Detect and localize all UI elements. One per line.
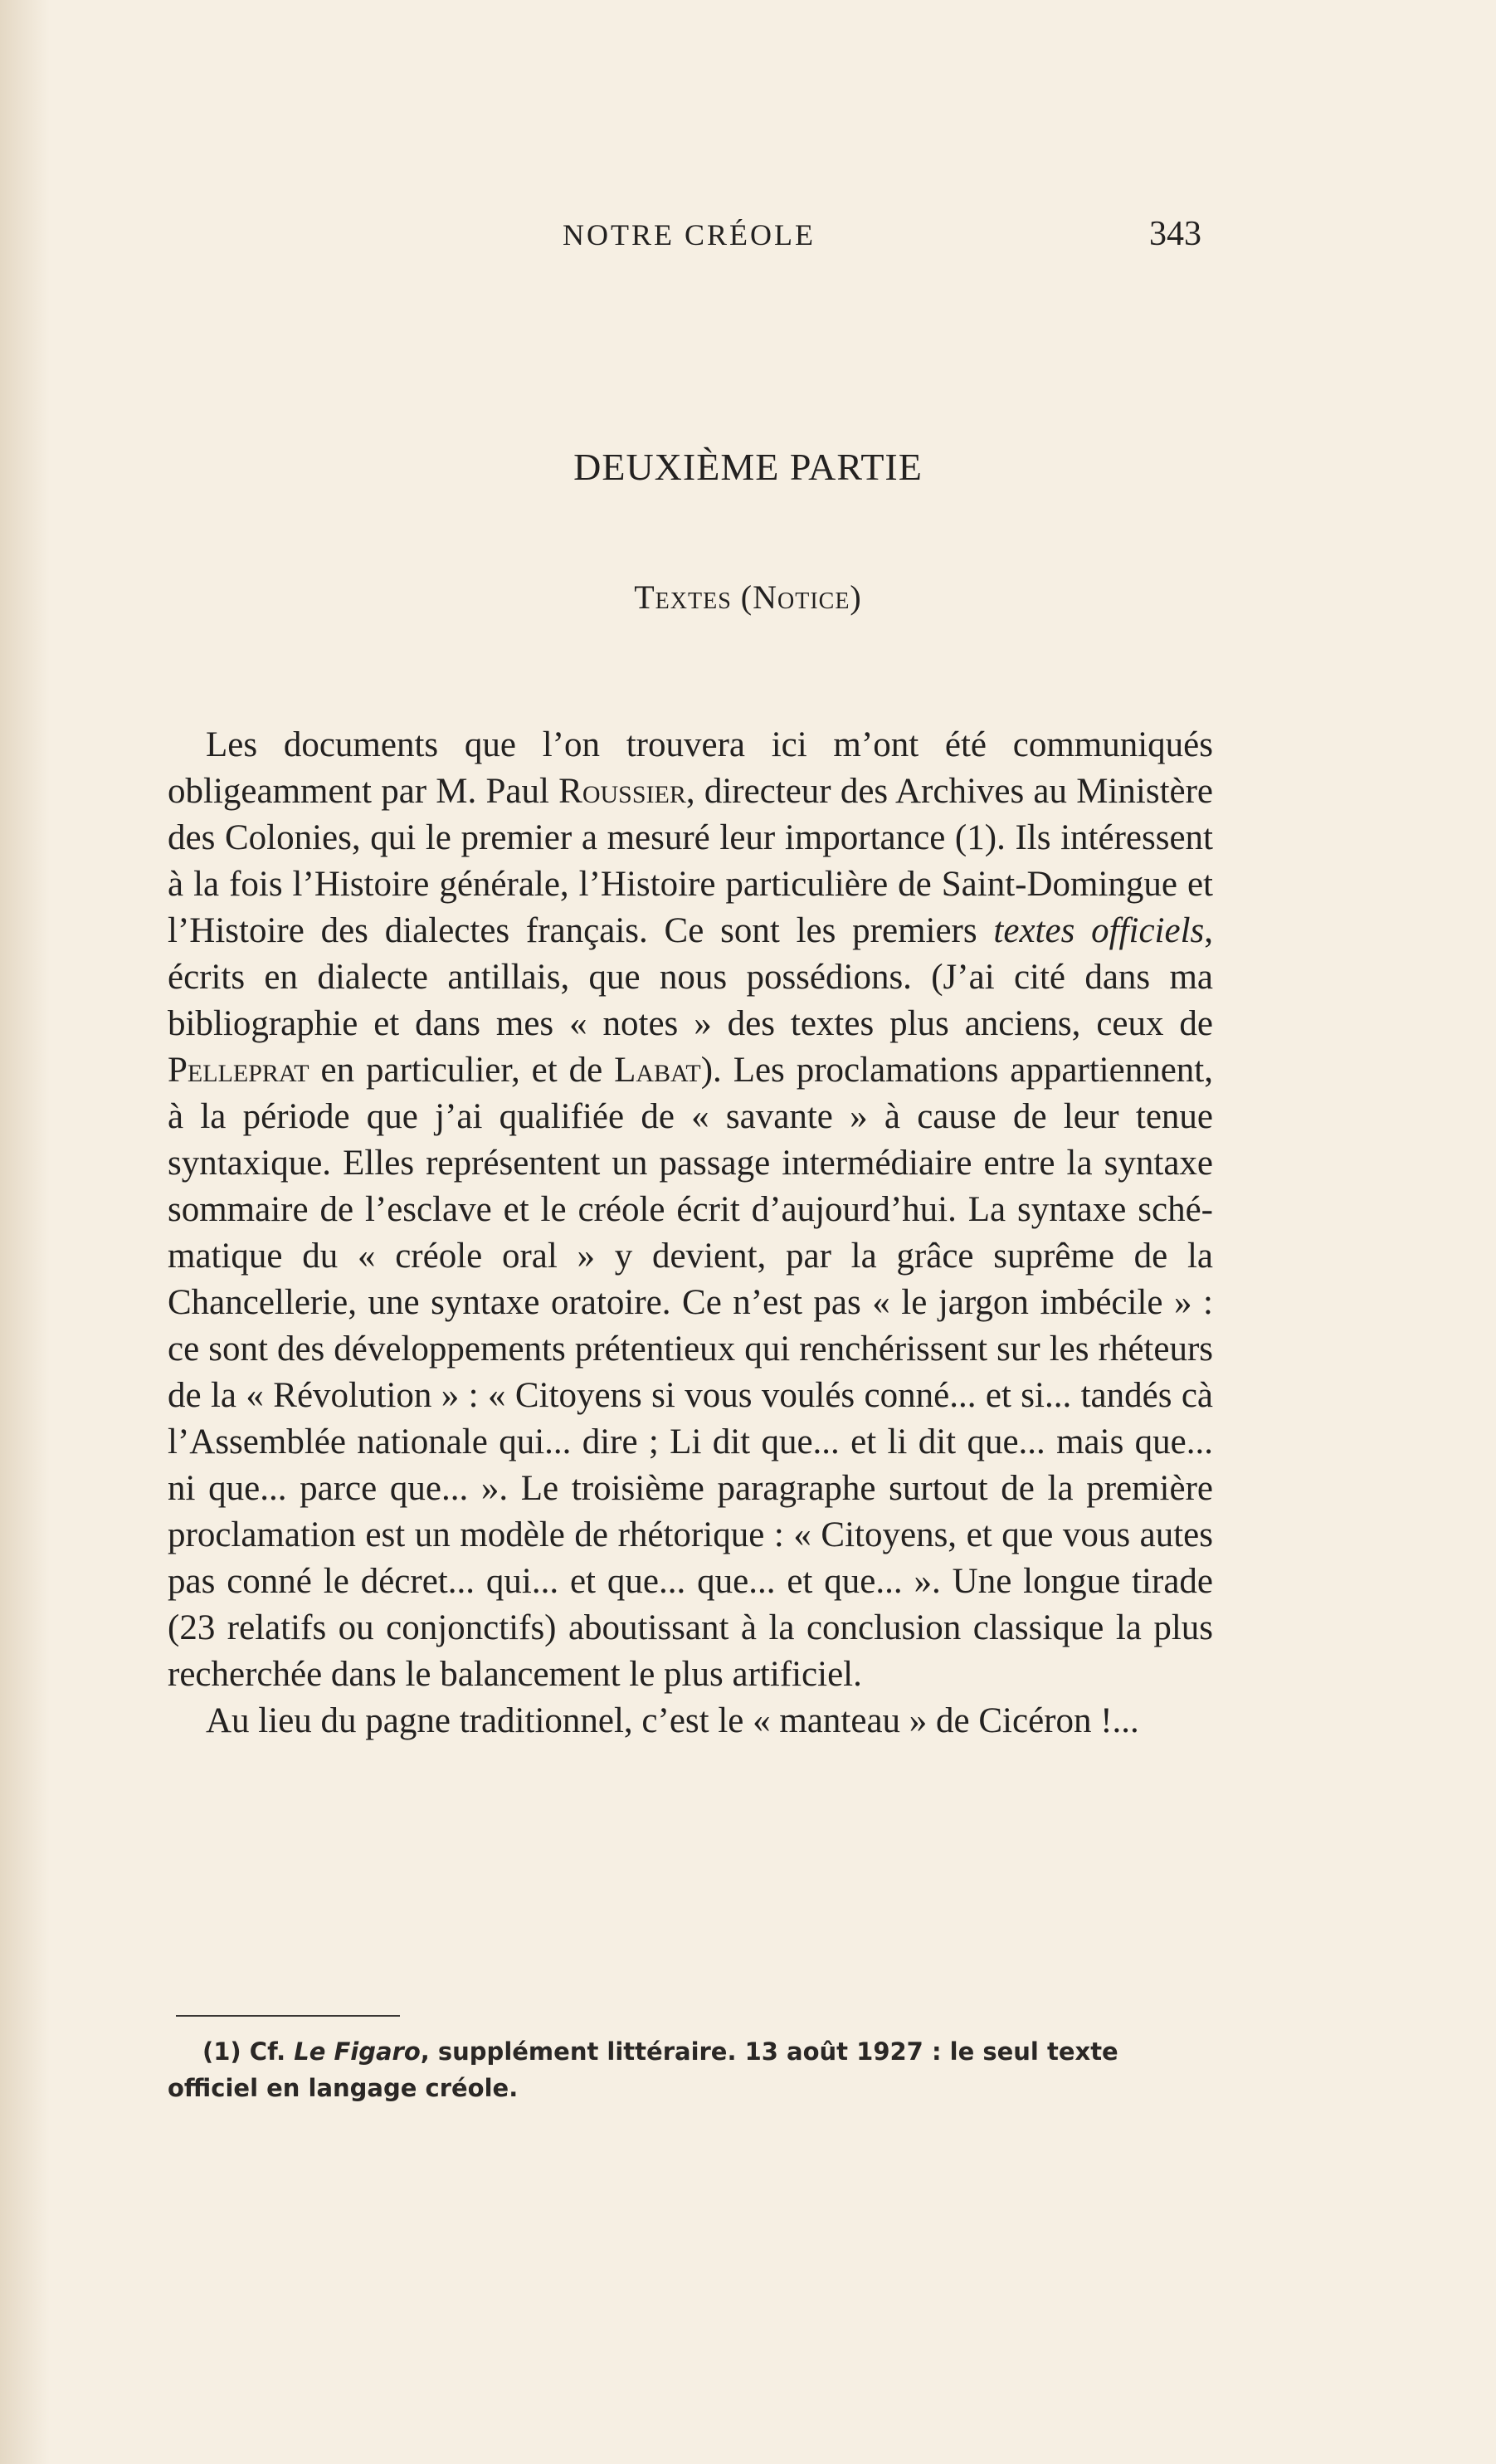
footnote-text: , supplément littéraire. 13 août 1927 : le seul texte officiel en langage créole. (168, 2037, 1118, 2102)
running-head: NOTRE CRÉOLE (563, 218, 816, 251)
text-run: , directeur des Archives au Ministère des Colonies, qui le premier a mesuré leur importance (1). Ils intéressent à la fois l’Histoire générale, l’Histoire particulière de Saint-Domingue et l’Histoire des dialectes français. Ce sont les premiers (168, 772, 1214, 950)
text-run: en particulier, et de (309, 1051, 615, 1090)
text-run: , écrits en dialecte antillais, que nous possédions. (J’ai cité dans ma bibliographie et dans mes « notes » des textes plus anciens, ceux de (168, 911, 1213, 1043)
author-name: Pelleprat (168, 1051, 309, 1090)
footnote-rule (176, 2015, 400, 2017)
footnote-marker: (1) Cf. (202, 2037, 295, 2066)
author-name: Labat (614, 1051, 701, 1090)
page-spine-shadow (0, 0, 50, 2464)
text-run: Les documents que l’on trouvera ici m’ont été communiqués obligeamment par M. Paul (168, 725, 1213, 811)
section-title: Textes (Notice) (634, 578, 862, 616)
part-title: DEUXIÈME PARTIE (573, 446, 923, 488)
body-text (168, 722, 1213, 1744)
paragraph (168, 722, 1213, 1698)
footnote (168, 2033, 1213, 2106)
page-number: 343 (1149, 215, 1201, 253)
footnote-title: Le Figaro (294, 2037, 421, 2066)
author-name: Roussier (558, 772, 686, 811)
text-run: ). Les proclamations appartiennent, à la période que j’ai qualifiée de « savante » à cause de leur tenue syntaxique. Elles représentent un passage intermédiaire entre la syntaxe sommaire de l’esclave et le créole écrit d’aujourd’hui. La syntaxe schématique du « créole oral » y devient, par la grâce suprême de la Chancellerie, une syntaxe oratoire. Ce n’est pas « le jargon imbécile » : ce sont des développements prétentieux qui renchérissent sur les rhéteurs de la « Révolution » : « Citoyens si vous voulés conné... et si... tandés cà l’Assemblée nationale qui... dire ; Li dit que... et li dit que... mais que... ni que... parce que... ». Le troisième paragraphe surtout de la première proclamation est un modèle de rhétorique : « Citoyens, et que vous autes pas conné le décret... qui... et que... que... et que... ». Une longue tirade (23 relatifs ou conjonctifs) aboutissant à la conclusion classique la plus recherchée dans le balancement le plus artificiel. (168, 1051, 1213, 1694)
emphasis: textes officiels (993, 911, 1205, 950)
paragraph: Au lieu du pagne traditionnel, c’est le « manteau » de Cicéron !... (206, 1701, 1139, 1740)
